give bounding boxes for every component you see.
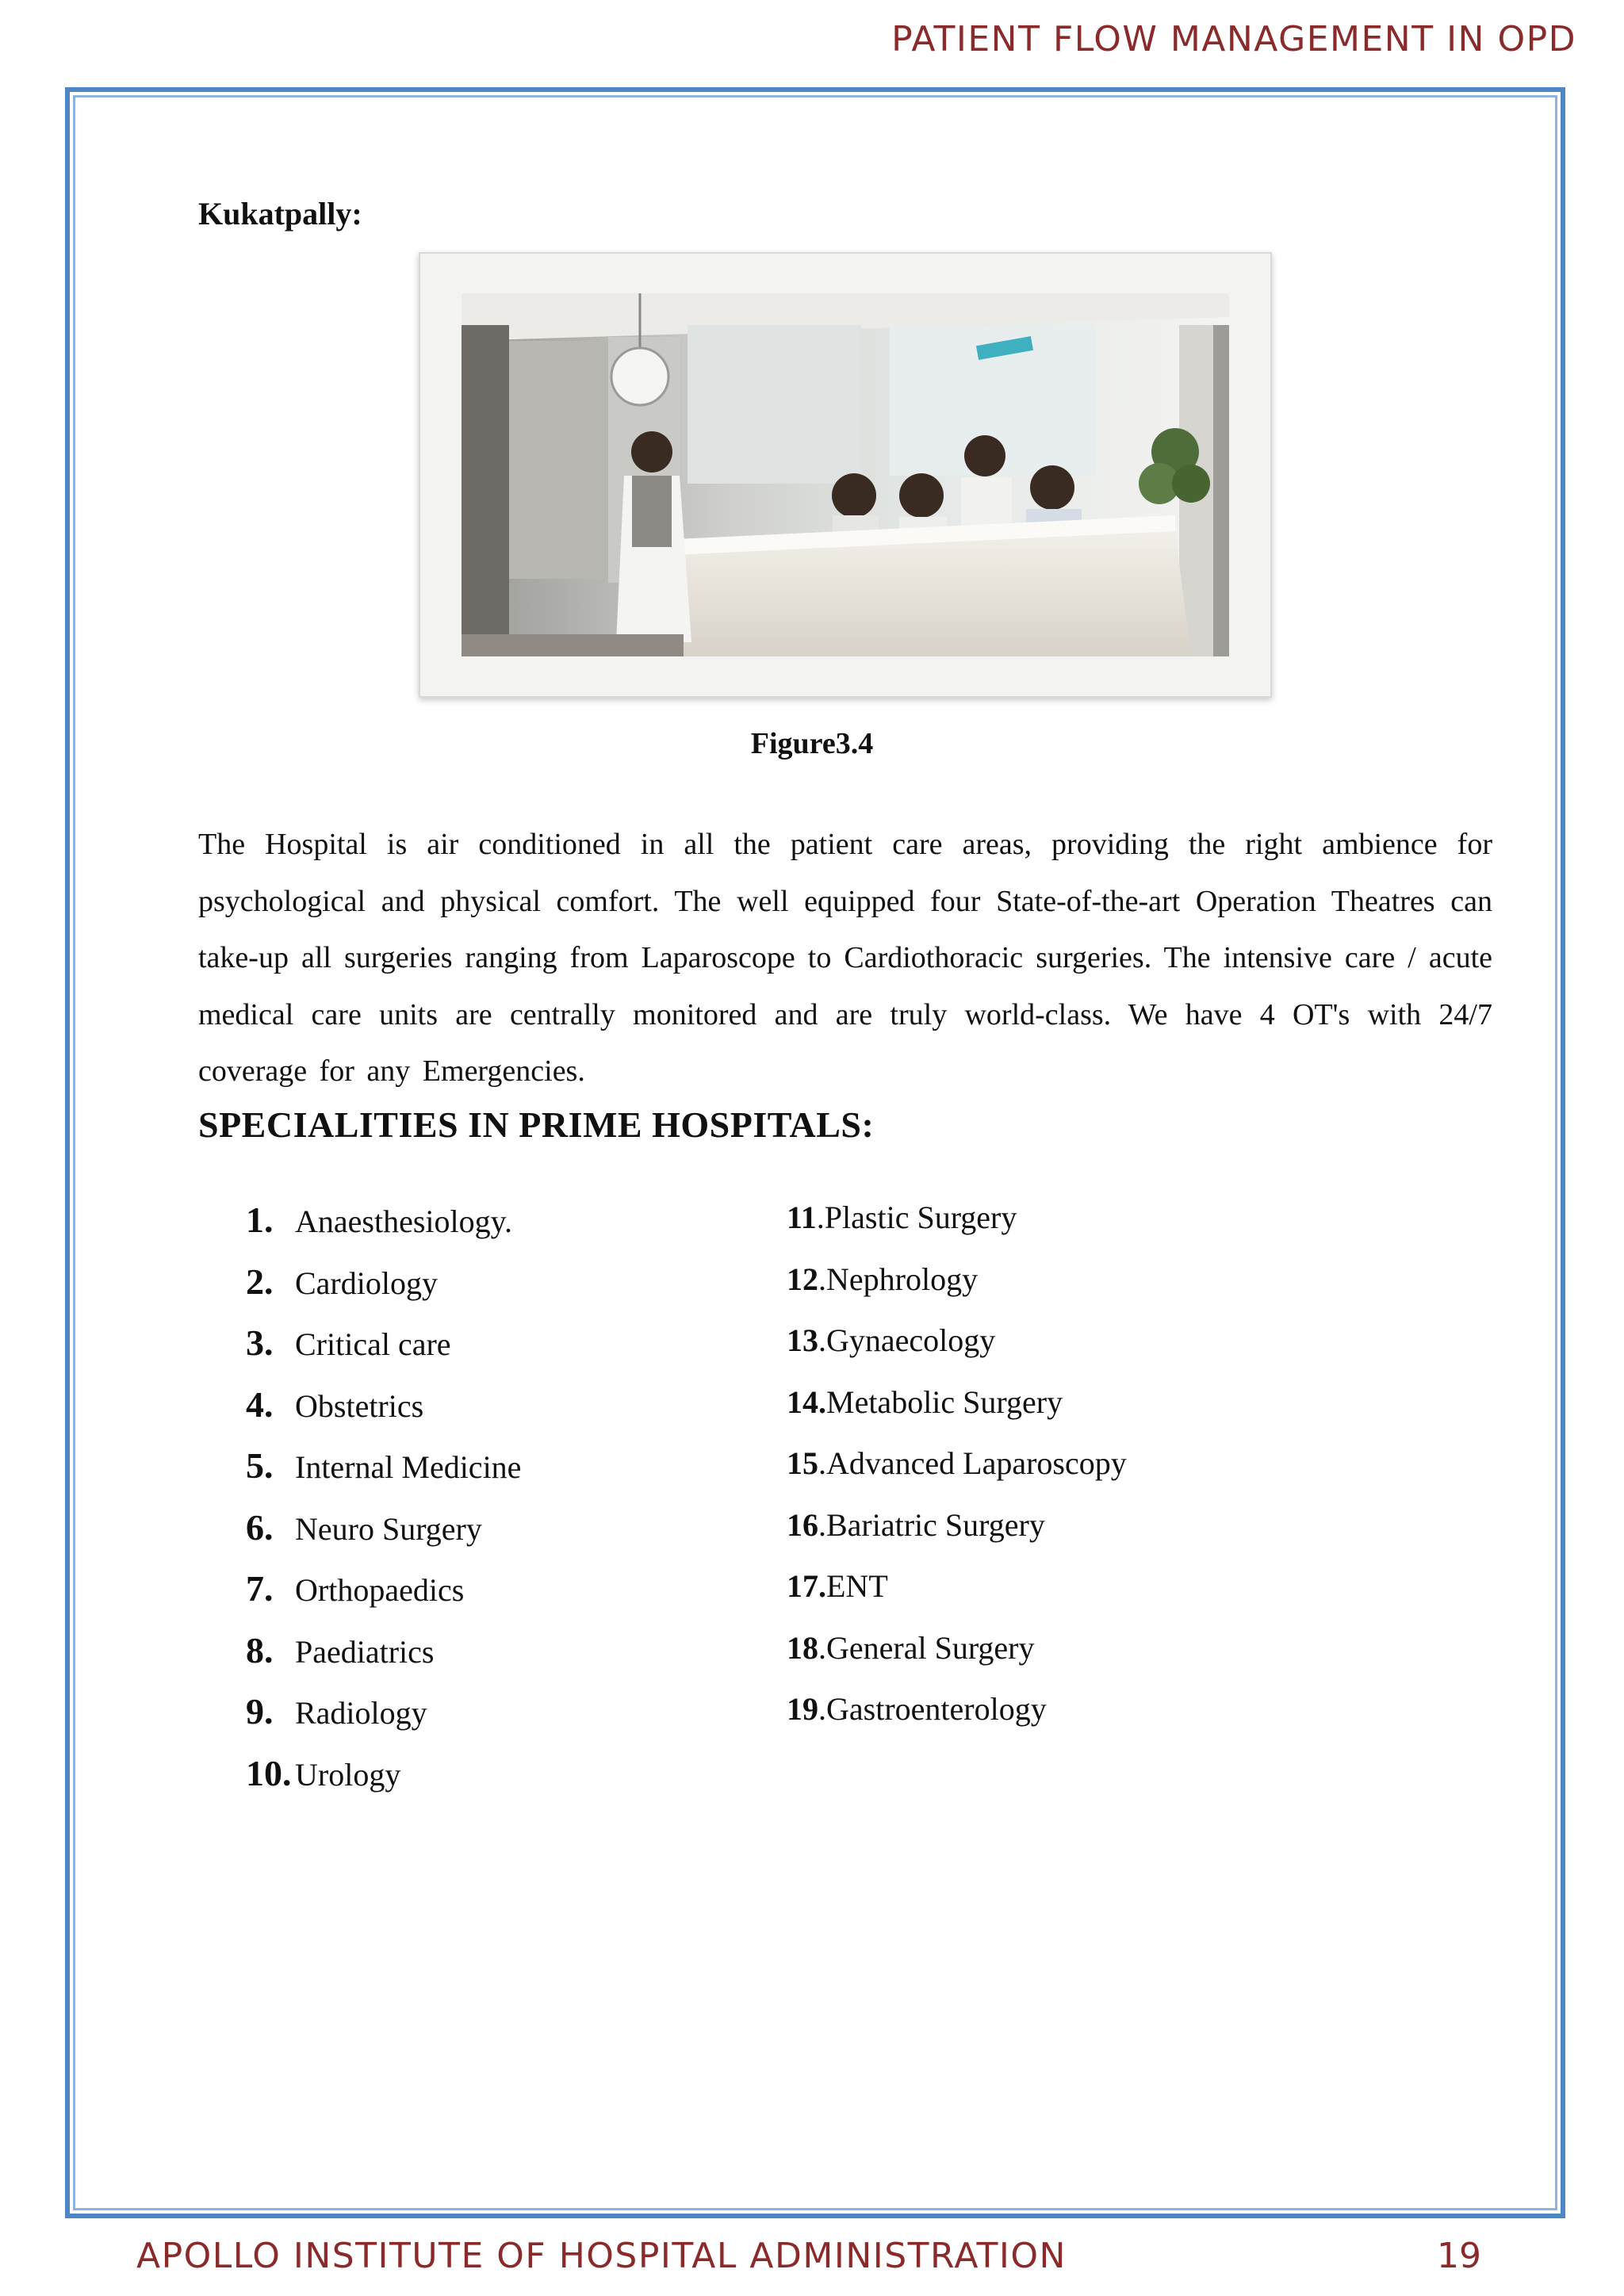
footer-institute-name: APOLLO INSTITUTE OF HOSPITAL ADMINISTRATION	[136, 2236, 1067, 2276]
speciality-number: 3.	[246, 1322, 274, 1363]
section-label: Kukatpally:	[198, 196, 362, 232]
speciality-label: .Advanced Laparoscopy	[818, 1445, 1127, 1481]
speciality-label: Cardiology	[295, 1265, 438, 1301]
hospital-reception-photo	[419, 252, 1272, 698]
speciality-label: ENT	[826, 1568, 888, 1604]
speciality-number: 7.	[246, 1568, 274, 1609]
speciality-number: 15	[787, 1445, 818, 1481]
speciality-label: .Gastroenterology	[818, 1691, 1047, 1727]
speciality-number: 2.	[246, 1261, 274, 1302]
speciality-label: .Gynaecology	[818, 1322, 996, 1358]
speciality-item	[246, 1199, 761, 1261]
reception-illustration	[462, 293, 1229, 656]
speciality-item	[246, 1629, 761, 1691]
speciality-number: 1.	[246, 1200, 274, 1240]
speciality-number: 18	[787, 1629, 818, 1666]
speciality-item	[246, 1383, 761, 1445]
speciality-number: 14.	[787, 1383, 826, 1420]
speciality-number: 16	[787, 1506, 818, 1543]
speciality-number: 12	[787, 1261, 818, 1297]
body-paragraph: The Hospital is air conditioned in all the patient care areas, providing the right ambience for psychological and physical comfort. The well equipped four State-of-the-art Operation Theatres can take-up all surgeries ranging from Laparoscope to Cardiothoracic surgeries. The intensive care / acute medical care units are centrally monitored and are truly world-class. We have 4 OT's with 24/7 coverage for any Emergencies.	[198, 828, 1492, 1088]
speciality-label: .Plastic Surgery	[816, 1200, 1017, 1235]
running-header: PATIENT FLOW MANAGEMENT IN OPD	[891, 19, 1576, 59]
speciality-number: 6.	[246, 1506, 274, 1548]
speciality-label: Radiology	[295, 1695, 427, 1731]
speciality-number: 8.	[246, 1629, 274, 1670]
speciality-label: Paediatrics	[295, 1633, 435, 1670]
speciality-item	[787, 1629, 1342, 1691]
speciality-item	[787, 1322, 1342, 1383]
speciality-label: Metabolic Surgery	[826, 1383, 1063, 1420]
speciality-item	[787, 1261, 1342, 1322]
speciality-item	[246, 1752, 761, 1814]
speciality-item	[246, 1445, 761, 1506]
speciality-item	[787, 1383, 1342, 1445]
specialities-list-left	[246, 1199, 761, 1813]
speciality-label: Neuro Surgery	[295, 1510, 482, 1547]
speciality-item	[246, 1322, 761, 1383]
speciality-label: Critical care	[295, 1326, 451, 1362]
speciality-item	[787, 1567, 1342, 1629]
specialities-heading: SPECIALITIES IN PRIME HOSPITALS:	[198, 1104, 875, 1145]
speciality-label: .General Surgery	[818, 1629, 1035, 1666]
speciality-label: Obstetrics	[295, 1387, 424, 1424]
speciality-number: 17.	[787, 1568, 826, 1604]
speciality-number: 9.	[246, 1691, 274, 1732]
speciality-item	[246, 1567, 761, 1629]
speciality-number: 13	[787, 1322, 818, 1358]
speciality-item	[787, 1445, 1342, 1506]
figure-caption: Figure3.4	[750, 727, 874, 760]
speciality-item	[246, 1506, 761, 1568]
speciality-label: Internal Medicine	[295, 1449, 522, 1485]
speciality-number: 4.	[246, 1383, 274, 1425]
speciality-item	[787, 1690, 1342, 1752]
speciality-number: 5.	[246, 1445, 274, 1486]
speciality-label: Urology	[295, 1756, 401, 1793]
speciality-label: .Bariatric Surgery	[818, 1506, 1045, 1543]
speciality-label: Anaesthesiology.	[295, 1203, 513, 1239]
speciality-number: 11	[787, 1200, 817, 1235]
speciality-item	[787, 1506, 1342, 1568]
speciality-item	[246, 1690, 761, 1752]
speciality-number: 19	[787, 1691, 818, 1727]
speciality-label: Orthopaedics	[295, 1572, 465, 1608]
speciality-label: .Nephrology	[818, 1261, 979, 1297]
speciality-item	[787, 1199, 1342, 1261]
speciality-item	[246, 1261, 761, 1322]
speciality-number: 10.	[246, 1752, 292, 1793]
page-number: 19	[1437, 2236, 1481, 2276]
specialities-list-right	[787, 1199, 1342, 1752]
